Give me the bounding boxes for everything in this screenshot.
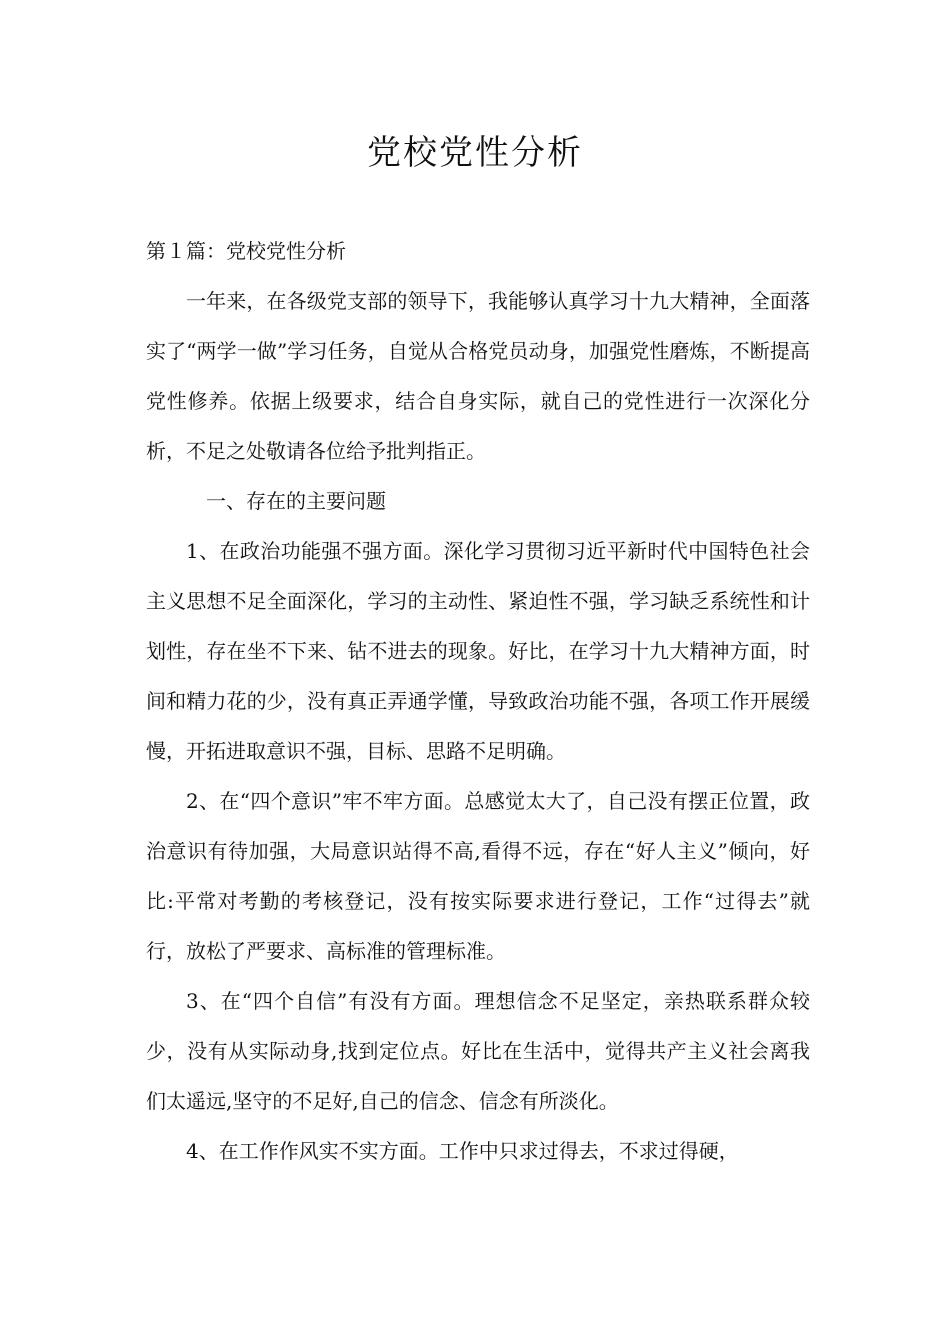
section-label: 第１篇：党校党性分析 [146, 239, 346, 263]
paragraph-item-3: 3、在“四个自信”有没有方面。理想信念不足坚定，亲热联系群众较少，没有从实际动身,找到定位点。好比在生活中，觉得共产主义社会离我们太遥远,坚守的不足好,自己的信念、信念有所淡化。 [146, 989, 810, 1113]
paragraph-item-1: 1、在政治功能强不强方面。深化学习贯彻习近平新时代中国特色社会主义思想不足全面深化，学习的主动性、紧迫性不强，学习缺乏系统性和计划性，存在坐不下来、钻不进去的现象。好比，在学习十九大精神方面，时间和精力花的少，没有真正弄通学懂，导致政治功能不强，各项工作开展缓慢，开拓进取意识不强，目标、思路不足明确。 [146, 539, 810, 763]
paragraph-item-4: 4、在工作作风实不实方面。工作中只求过得去，不求过得硬， [186, 1139, 739, 1163]
intro-paragraph: 一年来，在各级党支部的领导下，我能够认真学习十九大精神，全面落实了“两学一做”学习任务，自觉从合格党员动身，加强党性磨炼，不断提高党性修养。依据上级要求，结合自身实际，就自己的党性进行一次深化分析，不足之处敬请各位给予批判指正。 [146, 289, 810, 463]
document-title: 党校党性分析 [367, 133, 583, 173]
section-heading-problems: 一、存在的主要问题 [206, 489, 386, 513]
paragraph-item-2: 2、在“四个意识”牢不牢方面。总感觉太大了，自己没有摆正位置，政治意识有待加强，大局意识站得不高,看得不远，存在“好人主义”倾向，好比:平常对考勤的考核登记，没有按实际要求进行登记，工作“过得去”就行，放松了严要求、高标准的管理标准。 [146, 789, 810, 963]
document-body [146, 226, 810, 1176]
